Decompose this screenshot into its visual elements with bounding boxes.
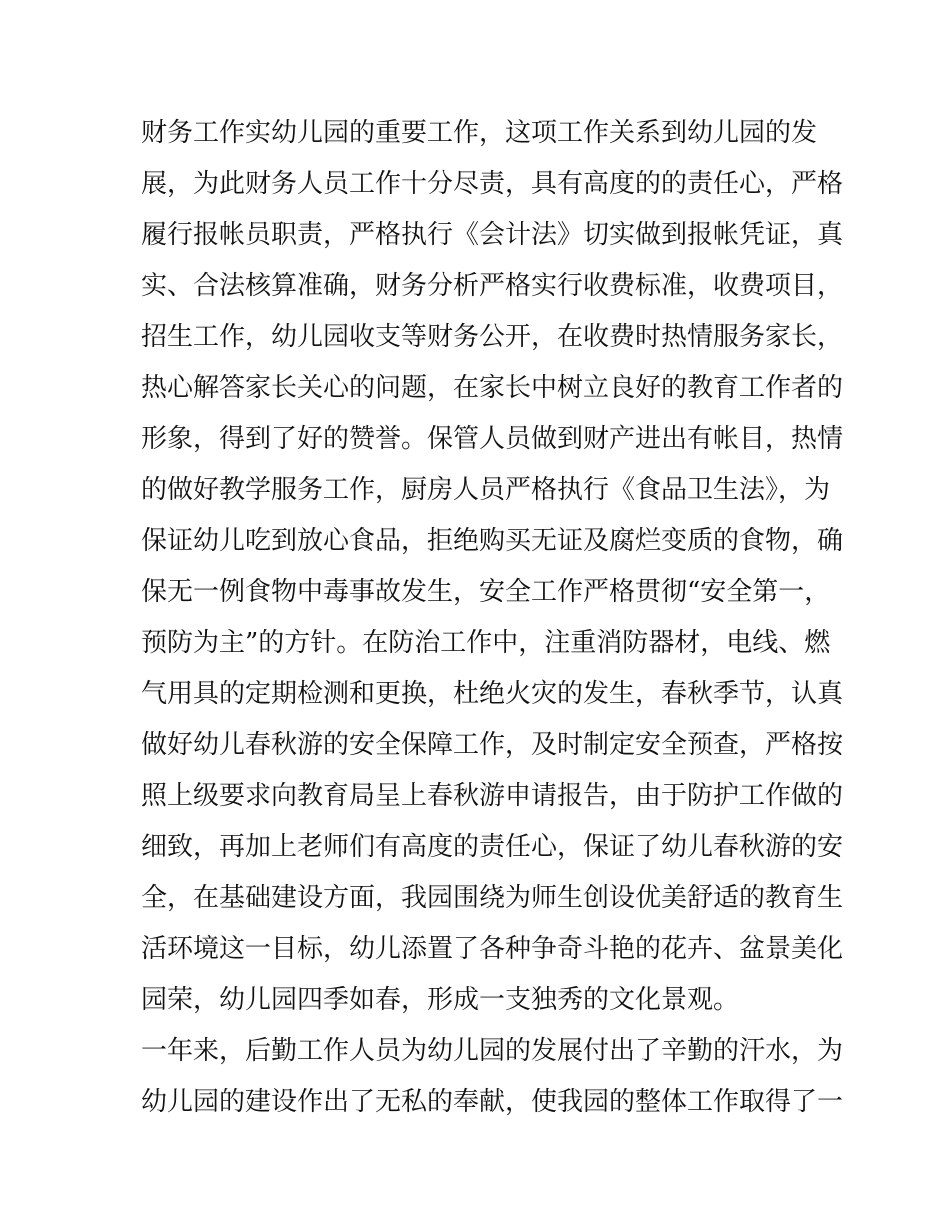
text-line: 保证幼儿吃到放心食品，拒绝购买无证及腐烂变质的食物，确 (141, 526, 844, 556)
text-line: 幼儿园的建设作出了无私的奉献，使我园的整体工作取得了一 (141, 1087, 844, 1117)
text-line: 细致，再加上老师们有高度的责任心，保证了幼儿春秋游的安 (141, 832, 844, 862)
text-line: 做好幼儿春秋游的安全保障工作，及时制定安全预查，严格按 (141, 730, 844, 760)
text-line: 招生工作，幼儿园收支等财务公开，在收费时热情服务家长， (141, 322, 844, 352)
text-line: 展，为此财务人员工作十分尽责，具有高度的的责任心，严格 (141, 169, 844, 199)
text-line: 的做好教学服务工作，厨房人员严格执行《食品卫生法》，为 (141, 475, 831, 505)
text-line: 活环境这一目标，幼儿添置了各种争奇斗艳的花卉、盆景美化 (141, 934, 844, 964)
text-line: 全，在基础建设方面，我园围绕为师生创设优美舒适的教育生 (141, 883, 844, 913)
text-line: 履行报帐员职责，严格执行《会计法》切实做到报帐凭证，真 (141, 220, 844, 250)
text-line: 保无一例食物中毒事故发生，安全工作严格贯彻“安全第一， (141, 577, 831, 607)
text-line: 预防为主”的方针。在防治工作中，注重消防器材，电线、燃 (141, 628, 831, 658)
text-line: 园荣，幼儿园四季如春，形成一支独秀的文化景观。 (141, 985, 740, 1015)
text-line: 财务工作实幼儿园的重要工作，这项工作关系到幼儿园的发 (141, 118, 818, 148)
body-text (141, 108, 844, 1128)
text-line: 热心解答家长关心的问题，在家长中树立良好的教育工作者的 (141, 373, 844, 403)
text-line: 照上级要求向教育局呈上春秋游申请报告，由于防护工作做的 (141, 781, 844, 811)
text-line: 形象，得到了好的赞誉。保管人员做到财产进出有帐目，热情 (141, 424, 844, 454)
text-line: 一年来，后勤工作人员为幼儿园的发展付出了辛勤的汗水，为 (141, 1036, 844, 1066)
text-line: 气用具的定期检测和更换，杜绝火灾的发生，春秋季节，认真 (141, 679, 844, 709)
text-line: 实、合法核算准确，财务分析严格实行收费标准，收费项目， (141, 271, 844, 301)
